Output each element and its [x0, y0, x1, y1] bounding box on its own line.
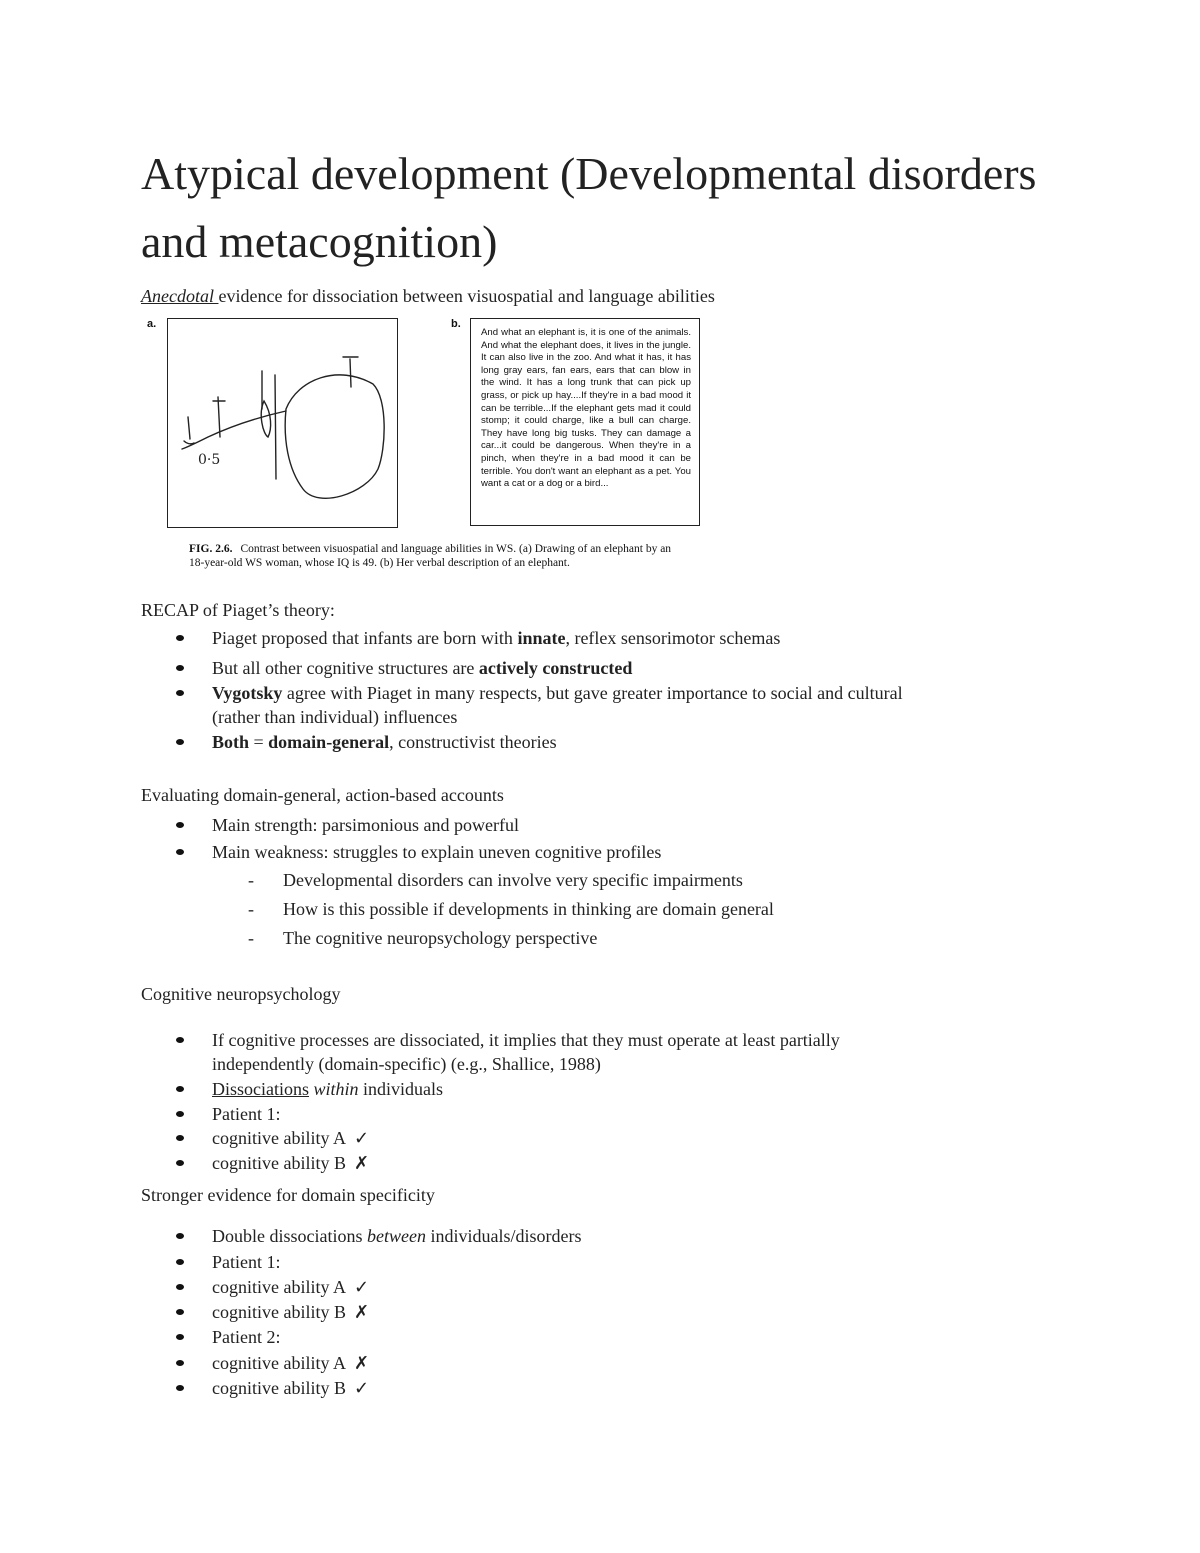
stronger-b4-text: cognitive ability B — [212, 1302, 346, 1322]
evaluating-heading: Evaluating domain-general, action-based accounts — [141, 785, 504, 805]
stronger-bullet-5: Patient 2: — [212, 1327, 281, 1347]
check-icon: ✓ — [353, 1277, 370, 1298]
evaluating-bullet-2: Main weakness: struggles to explain uneven cognitive profiles — [212, 842, 662, 862]
recap-b3-bold: Vygotsky — [212, 683, 283, 703]
cross-icon: ✗ — [353, 1353, 370, 1374]
elephant-figure — [145, 314, 715, 589]
stronger-b6-text: cognitive ability A — [212, 1353, 346, 1373]
stronger-b3-text: cognitive ability A — [212, 1277, 346, 1297]
figure-caption — [189, 542, 679, 570]
elephant-drawing — [168, 319, 397, 527]
drawing-annotation: 0·5 — [198, 452, 221, 468]
recap-bullet-3-cont: (rather than individual) influences — [212, 707, 458, 727]
cogneuro-b2-post: individuals — [358, 1079, 444, 1099]
intro-line — [141, 284, 715, 308]
elephant-drawing-panel — [167, 318, 398, 528]
stronger-b7-text: cognitive ability B — [212, 1378, 346, 1398]
caption-text: Contrast between visuospatial and language abilities in WS. (a) Drawing of an elephant by an 18-year-old WS woman, whose IQ is 49. (b) Her verbal description of an elephant. — [189, 543, 672, 569]
recap-bullet-3 — [212, 681, 903, 705]
cogneuro-bullet-3: Patient 1: — [212, 1104, 281, 1124]
cogneuro-bullet-1-cont: independently (domain-specific) (e.g., Shallice, 1988) — [212, 1054, 601, 1074]
stronger-heading: Stronger evidence for domain specificity — [141, 1185, 435, 1205]
evaluating-dash-3: - The cognitive neuropsychology perspective — [283, 926, 597, 950]
cogneuro-b2-underlined: Dissociations — [212, 1079, 309, 1099]
cogneuro-b4-text: cognitive ability A — [212, 1128, 346, 1148]
evaluating-bullet-1: Main strength: parsimonious and powerful — [212, 815, 519, 835]
recap-bullet-4 — [212, 730, 557, 754]
caption-label: FIG. 2.6. — [189, 543, 233, 555]
recap-b3-post: agree with Piaget in many respects, but gave greater importance to social and cultural — [282, 683, 903, 703]
recap-b1-post: , reflex sensorimotor schemas — [565, 628, 781, 648]
stronger-b1-post: individuals/disorders — [425, 1226, 582, 1246]
evaluating-dash-1: - Developmental disorders can involve very specific impairments — [283, 868, 743, 892]
figure-label-b: b. — [451, 318, 461, 330]
recap-b2-bold: actively constructed — [478, 658, 633, 678]
cogneuro-bullet-5 — [212, 1151, 369, 1176]
cogneuro-b2-italic: within — [313, 1079, 359, 1099]
page-title: Atypical development (Developmental disorders and metacognition) — [141, 148, 1037, 267]
stronger-bullet-6 — [212, 1351, 369, 1376]
recap-b4-bold1: Both — [212, 732, 250, 752]
recap-b1-bold: innate — [517, 628, 566, 648]
stronger-bullet-1 — [212, 1224, 581, 1248]
evaluating-dash-2: - How is this possible if developments in thinking are domain general — [283, 897, 774, 921]
cogneuro-heading: Cognitive neuropsychology — [141, 984, 341, 1004]
recap-bullet-2 — [212, 656, 632, 680]
stronger-b1-pre: Double dissociations — [212, 1226, 367, 1246]
cogneuro-b5-text: cognitive ability B — [212, 1153, 346, 1173]
cogneuro-bullet-2 — [212, 1077, 443, 1101]
cogneuro-bullet-4 — [212, 1126, 369, 1151]
cogneuro-bullet-1: If cognitive processes are dissociated, it implies that they must operate at least partially — [212, 1030, 840, 1050]
intro-underlined: Anecdotal — [141, 286, 219, 306]
intro-rest: evidence for dissociation between visuospatial and language abilities — [218, 286, 715, 306]
recap-b1-pre: Piaget proposed that infants are born with — [212, 628, 518, 648]
verbal-description-panel: And what an elephant is, it is one of the animals. And what the elephant does, it lives in the jungle. It can also live in the zoo. And what it has, it has long gray ears, fan ears, ears that can blow in the wind. It has a long trunk that can pick up grass, or pick up hay....If they're in a bad mood it can be terrible...If the elephant gets mad it could stomp; it could charge, like a bull can charge. They have long big tusks. They can damage a car...it could be dangerous. When they're in a pinch, when they're in a bad mood it can be terrible. You don't want an elephant as a pet. You want a cat or a dog or a bird... — [470, 318, 700, 526]
recap-b4-post: , constructivist theories — [389, 732, 557, 752]
cross-icon: ✗ — [353, 1302, 370, 1323]
cross-icon: ✗ — [353, 1153, 370, 1174]
recap-heading: RECAP of Piaget’s theory: — [141, 600, 335, 620]
recap-b4-bold2: domain-general — [268, 732, 390, 752]
stronger-bullet-3 — [212, 1275, 369, 1300]
figure-label-a: a. — [147, 318, 157, 330]
recap-bullet-1 — [212, 626, 780, 650]
stronger-bullet-2: Patient 1: — [212, 1252, 281, 1272]
check-icon: ✓ — [353, 1378, 370, 1399]
recap-b4-mid: = — [249, 732, 269, 752]
recap-b2-pre: But all other cognitive structures are — [212, 658, 479, 678]
stronger-b1-italic: between — [367, 1226, 426, 1246]
stronger-bullet-7 — [212, 1376, 369, 1401]
check-icon: ✓ — [353, 1128, 370, 1149]
stronger-bullet-4 — [212, 1300, 369, 1325]
